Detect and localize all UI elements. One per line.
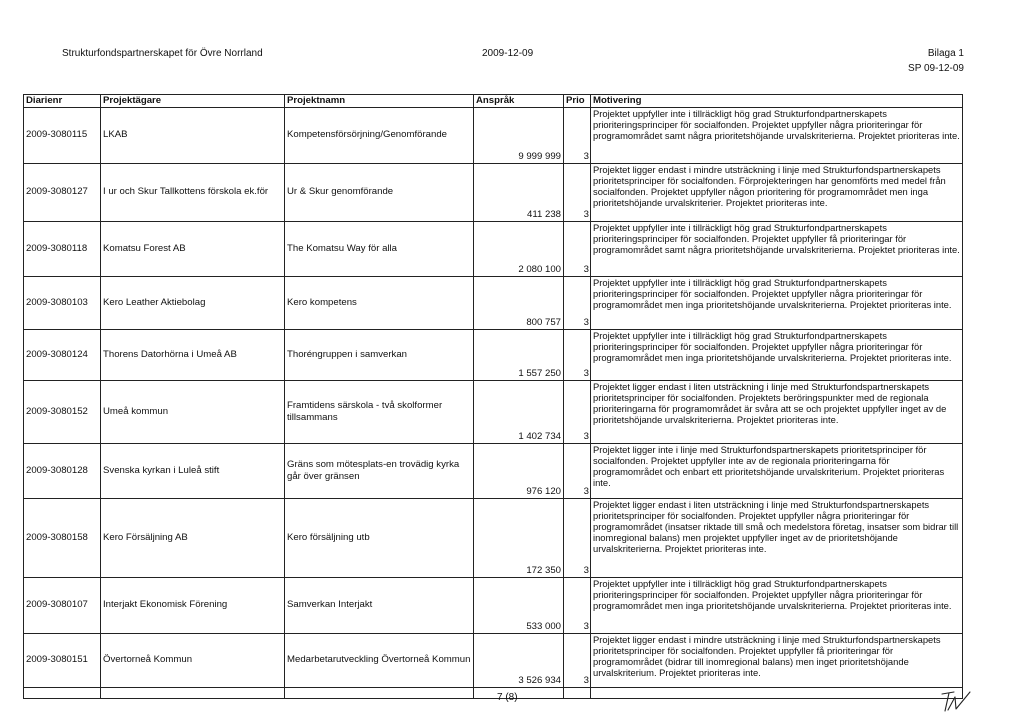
cell-prio: 3 (564, 163, 591, 221)
cell-ansprak: 2 080 100 (474, 221, 564, 276)
cell-diarienr: 2009-3080151 (24, 633, 101, 687)
cell-projektagare: Kero Leather Aktiebolag (101, 276, 285, 329)
cell-diarienr: 2009-3080115 (24, 107, 101, 163)
cell-ansprak: 1 557 250 (474, 329, 564, 380)
table-row (24, 443, 963, 498)
cell-motivering: Projektet ligger endast i liten utsträckning i linje med Strukturfondspartnerskapets prioritetsprinciper för socialfonden. Projektet uppfyller några prioriteringar för programområdet (insatser riktade till små och medelstora företag, insatser som bidrar till inomregional balans) men projektet uppfyller inget av de prioritetshöjande urvalskriterierna. Projektet prioriteras inte. (591, 498, 963, 577)
cell-ansprak: 800 757 (474, 276, 564, 329)
empty-table-row (24, 687, 963, 698)
cell-projektnamn: Gräns som mötesplats-en trovädig kyrka går över gränsen (285, 443, 474, 498)
cell-prio: 3 (564, 329, 591, 380)
cell-motivering: Projektet ligger endast i mindre utsträckning i linje med Strukturfondspartnerskapets prioritetsprinciper för socialfonden. Projektet uppfyller få prioriteringar för programområdet (bidrar till inomregional balans) men inget prioritetshöjande urvalskriterium. Projektet prioriteras inte. (591, 633, 963, 687)
cell-projektagare: Kero Försäljning AB (101, 498, 285, 577)
column-header-projektnamn: Projektnamn (285, 95, 474, 108)
cell-projektagare: Svenska kyrkan i Luleå stift (101, 443, 285, 498)
column-header-projektagare: Projektägare (101, 95, 285, 108)
cell-projektnamn: Kero försäljning utb (285, 498, 474, 577)
cell-ansprak: 1 402 734 (474, 380, 564, 443)
column-header-ansprak: Anspråk (474, 95, 564, 108)
cell-prio: 3 (564, 633, 591, 687)
cell-prio: 3 (564, 276, 591, 329)
cell-ansprak: 3 526 934 (474, 633, 564, 687)
cell-prio: 3 (564, 380, 591, 443)
page-number: 7 (8) (497, 692, 518, 703)
cell-ansprak: 976 120 (474, 443, 564, 498)
cell-projektnamn: Thoréngruppen i samverkan (285, 329, 474, 380)
document-header-title: Strukturfondspartnerskapet för Övre Norrland (62, 48, 263, 59)
table-row (24, 221, 963, 276)
reference-text: SP 09-12-09 (908, 63, 964, 74)
cell-ansprak: 9 999 999 (474, 107, 564, 163)
column-header-motivering: Motivering (591, 95, 963, 108)
cell-projektnamn: Samverkan Interjakt (285, 577, 474, 633)
table-row (24, 276, 963, 329)
column-header-diarienr: Diarienr (24, 95, 101, 108)
bilaga-text: Bilaga 1 (927, 48, 964, 59)
cell-projektagare: I ur och Skur Tallkottens förskola ek.för (101, 163, 285, 221)
cell-motivering: Projektet uppfyller inte i tillräckligt hög grad Strukturfondpartnerskapets prioriteringsprinciper för socialfonden. Projektet uppfyller några prioriteringar för programområdet men inga prioritetshöjande urvalskriterierna. Projektet prioriteras inte. (591, 577, 963, 633)
cell-diarienr: 2009-3080128 (24, 443, 101, 498)
cell-diarienr: 2009-3080103 (24, 276, 101, 329)
cell-projektagare: Interjakt Ekonomisk Förening (101, 577, 285, 633)
cell-prio: 3 (564, 221, 591, 276)
column-header-prio: Prio (564, 95, 591, 108)
cell-prio: 3 (564, 498, 591, 577)
cell-prio: 3 (564, 107, 591, 163)
cell-diarienr: 2009-3080107 (24, 577, 101, 633)
cell-motivering: Projektet uppfyller inte i tillräckligt hög grad Strukturfondpartnerskapets prioriteringsprinciper för socialfonden. Projektet uppfyller några prioriteringar för programområdet samt några prioritetshöjande urvalskriterierna. Projektet prioriteras inte. (591, 107, 963, 163)
cell-prio: 3 (564, 443, 591, 498)
table-row (24, 633, 963, 687)
cell-diarienr: 2009-3080124 (24, 329, 101, 380)
cell-motivering: Projektet uppfyller inte i tillräckligt hög grad Strukturfondpartnerskapets prioriteringsprinciper för socialfonden. Projektet uppfyller några prioriteringar för programområdet men inga prioritetshöjande urvalskriterierna. Projektet prioriteras inte. (591, 329, 963, 380)
cell-projektnamn: Medarbetarutveckling Övertorneå Kommun (285, 633, 474, 687)
table-row (24, 498, 963, 577)
cell-motivering: Projektet uppfyller inte i tillräckligt hög grad Strukturfondpartnerskapets prioriteringsprinciper för socialfonden. Projektet uppfyller några prioriteringar för programområdet men inga prioritetshöjande urvalskriterierna. Projektet prioriteras inte. (591, 276, 963, 329)
table-row (24, 107, 963, 163)
cell-projektagare: Komatsu Forest AB (101, 221, 285, 276)
cell-diarienr: 2009-3080158 (24, 498, 101, 577)
cell-projektagare: Övertorneå Kommun (101, 633, 285, 687)
cell-ansprak: 172 350 (474, 498, 564, 577)
projects-table (23, 94, 963, 699)
table-header-row (24, 95, 963, 108)
cell-prio: 3 (564, 577, 591, 633)
cell-ansprak: 411 238 (474, 163, 564, 221)
cell-projektnamn: Framtidens särskola - två skolformer tillsammans (285, 380, 474, 443)
cell-projektnamn: The Komatsu Way för alla (285, 221, 474, 276)
cell-motivering: Projektet ligger endast i mindre utsträckning i linje med Strukturfondspartnerskapets prioritetsprinciper för socialfonden. Förprojekteringen har genomförts med medel från socialfonden. Projektet uppfyller någon prioritering för programområdet men inga prioritetshöjande urvalskriterier. Projektet prioriteras inte. (591, 163, 963, 221)
cell-projektagare: Thorens Datorhörna i Umeå AB (101, 329, 285, 380)
cell-projektagare: Umeå kommun (101, 380, 285, 443)
cell-motivering: Projektet ligger inte i linje med Strukturfondspartnerskapets prioritetsprinciper för socialfonden. Projektet uppfyller inte av de regionala prioriteringarna för programområdet och enbart ett prioritetshöjande urvalskriterium. Projektet prioriteras inte. (591, 443, 963, 498)
table-row (24, 380, 963, 443)
cell-projektnamn: Ur & Skur genomförande (285, 163, 474, 221)
table-row (24, 577, 963, 633)
cell-diarienr: 2009-3080127 (24, 163, 101, 221)
attachment-label (908, 46, 964, 76)
table-row (24, 329, 963, 380)
cell-projektnamn: Kompetensförsörjning/Genomförande (285, 107, 474, 163)
document-date: 2009-12-09 (482, 48, 534, 59)
table-row (24, 163, 963, 221)
cell-motivering: Projektet uppfyller inte i tillräckligt hög grad Strukturfondpartnerskapets prioriteringsprinciper för socialfonden. Projektet uppfyller få prioriteringar för programområdet samt några prioritetshöjande urvalskriterierna. Projektet prioriteras inte. (591, 221, 963, 276)
cell-diarienr: 2009-3080152 (24, 380, 101, 443)
cell-projektagare: LKAB (101, 107, 285, 163)
cell-ansprak: 533 000 (474, 577, 564, 633)
cell-diarienr: 2009-3080118 (24, 221, 101, 276)
cell-projektnamn: Kero kompetens (285, 276, 474, 329)
cell-motivering: Projektet ligger endast i liten utsträckning i linje med Strukturfondspartnerskapets prioritetsprinciper för socialfonden. Projektets beröringspunkter med de regionala prioriteringarna för programområdet är svåra att se och projektet uppfyller inget av de prioritetshöjande urvalskriterierna. Projektet prioriteras inte. (591, 380, 963, 443)
handwritten-initials-signature (940, 688, 978, 714)
